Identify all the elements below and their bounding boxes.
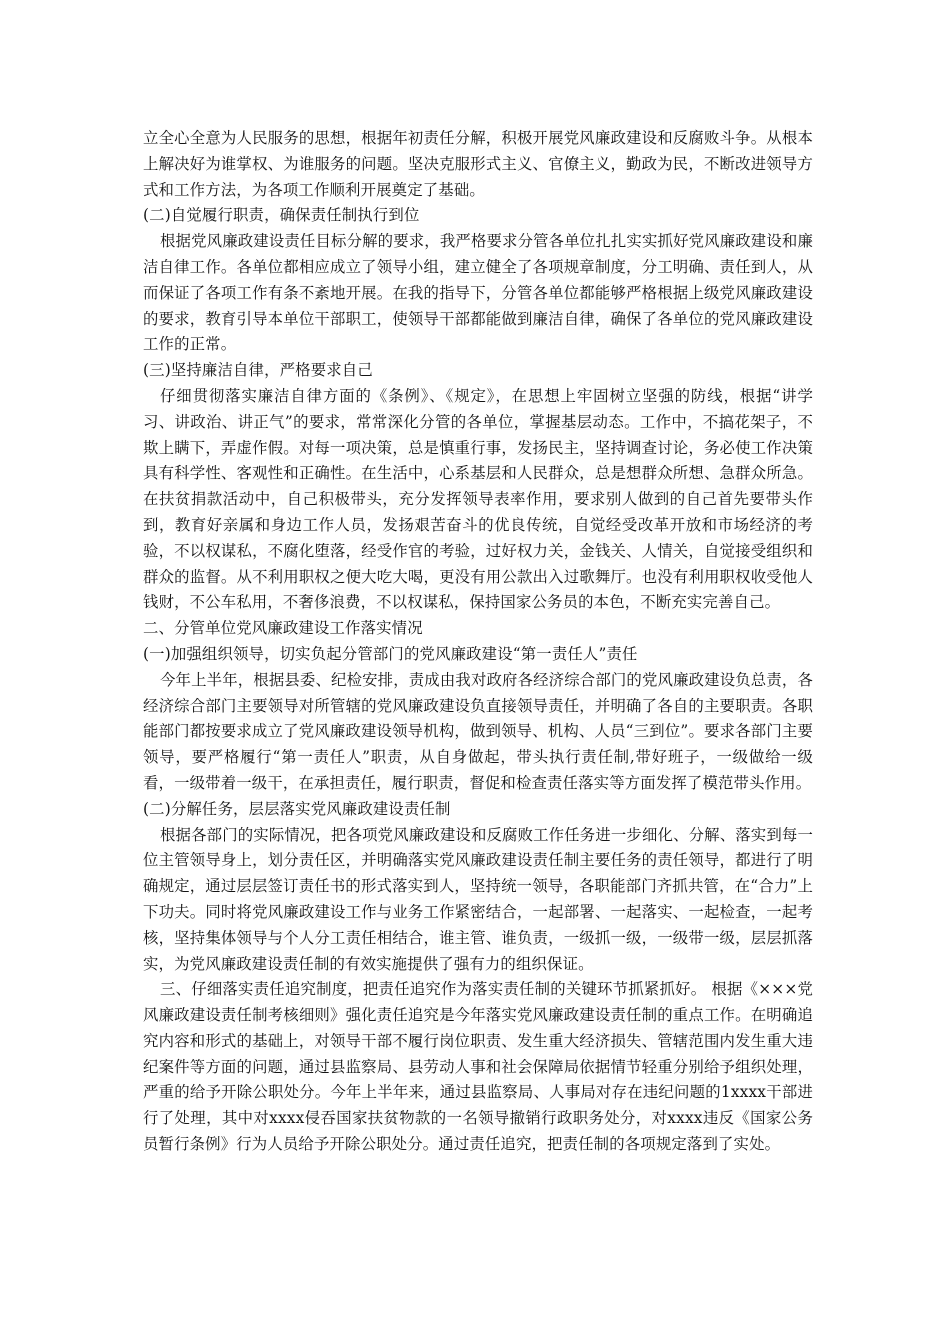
document-body	[143, 126, 813, 1158]
chapter-heading-2: 二、分管单位党风廉政建设工作落实情况	[143, 619, 423, 638]
paragraph-continuation: 立全心全意为人民服务的思想，根据年初责任分解，积极开展党风廉政建设和反腐败斗争。从根本上解决好为谁掌权、为谁服务的问题。坚决克服形式主义、官僚主义，勤政为民，不断改进领导方式和工作方法，为各项工作顺利开展奠定了基础。	[143, 129, 813, 199]
paragraph: 仔细贯彻落实廉洁自律方面的《条例》、《规定》，在思想上牢固树立坚强的防线，根据“讲学习、讲政治、讲正气”的要求，常常深化分管的各单位，掌握基层动态。工作中，不搞花架子，不欺上瞒下，弄虚作假。对每一项决策，总是慎重行事，发扬民主，坚持调查讨论，务必使工作决策具有科学性、客观性和正确性。在生活中，心系基层和人民群众，总是想群众所想、急群众所急。在扶贫捐款活动中，自己积极带头，充分发挥领导表率作用，要求别人做到的自己首先要带头作到，教育好亲属和身边工作人员，发扬艰苦奋斗的优良传统，自觉经受改革开放和市场经济的考验，不以权谋私，不腐化堕落，经受作官的考验，过好权力关，金钱关、人情关，自觉接受组织和群众的监督。从不利用职权之便大吃大喝，更没有用公款出入过歌舞厅。也没有利用职权收受他人钱财，不公车私用，不奢侈浪费，不以权谋私，保持国家公务员的本色，不断充实完善自己。	[143, 386, 813, 612]
paragraph: 根据各部门的实际情况，把各项党风廉政建设和反腐败工作任务进一步细化、分解、落实到每一位主管领导身上，划分责任区，并明确落实党风廉政建设责任制主要任务的责任领导，都进行了明确规定，通过层层签订责任书的形式落实到人，坚持统一领导，各职能部门齐抓共管，在“合力”上下功夫。同时将党风廉政建设工作与业务工作紧密结合，一起部署、一起落实、一起检查，一起考核，坚持集体领导与个人分工责任相结合，谁主管、谁负责，一级抓一级，一级带一级，层层抓落实，为党风廉政建设责任制的有效实施提供了强有力的组织保证。	[143, 825, 813, 973]
section-heading-2-2: (二)分解任务，层层落实党风廉政建设责任制	[143, 799, 451, 818]
section-heading-2: (二)自觉履行职责，确保责任制执行到位	[143, 206, 420, 225]
section-heading-3: (三)坚持廉洁自律，严格要求自己	[143, 361, 373, 380]
paragraph: 根据党风廉政建设责任目标分解的要求，我严格要求分管各单位扎扎实实抓好党风廉政建设和廉洁自律工作。各单位都相应成立了领导小组，建立健全了各项规章制度，分工明确、责任到人，从而保证了各项工作有条不紊地开展。在我的指导下，分管各单位都能够严格根据上级党风廉政建设的要求，教育引导本单位干部职工，使领导干部都能做到廉洁自律，确保了各单位的党风廉政建设工作的正常。	[143, 232, 813, 354]
chapter-paragraph-3: 三、仔细落实责任追究制度，把责任追究作为落实责任制的关键环节抓紧抓好。 根据《×××党风廉政建设责任制考核细则》强化责任追究是今年落实党风廉政建设责任制的重点工作。在明确追究内容和形式的基础上，对领导干部不履行岗位职责、发生重大经济损失、管辖范围内发生重大违纪案件等方面的问题，通过县监察局、县劳动人事和社会保障局依据情节轻重分别给予组织处理，严重的给予开除公职处分。今年上半年来，通过县监察局、人事局对存在违纪问题的1xxxx干部进行了处理，其中对xxxx侵吞国家扶贫物款的一名领导撤销行政职务处分，对xxxx违反《国家公务员暂行条例》行为人员给予开除公职处分。通过责任追究，把责任制的各项规定落到了实处。	[143, 980, 813, 1154]
paragraph: 今年上半年，根据县委、纪检安排，责成由我对政府各经济综合部门的党风廉政建设负总责，各经济综合部门主要领导对所管辖的党风廉政建设负直接领导责任，并明确了各自的主要职责。各职能部门都按要求成立了党风廉政建设领导机构，做到领导、机构、人员“三到位”。要求各部门主要领导，要严格履行“第一责任人”职责，从自身做起，带头执行责任制,带好班子，一级做给一级看，一级带着一级干，在承担责任，履行职责，督促和检查责任落实等方面发挥了模范带头作用。	[143, 670, 813, 792]
section-heading-2-1: (一)加强组织领导，切实负起分管部门的党风廉政建设“第一责任人”责任	[143, 644, 638, 663]
